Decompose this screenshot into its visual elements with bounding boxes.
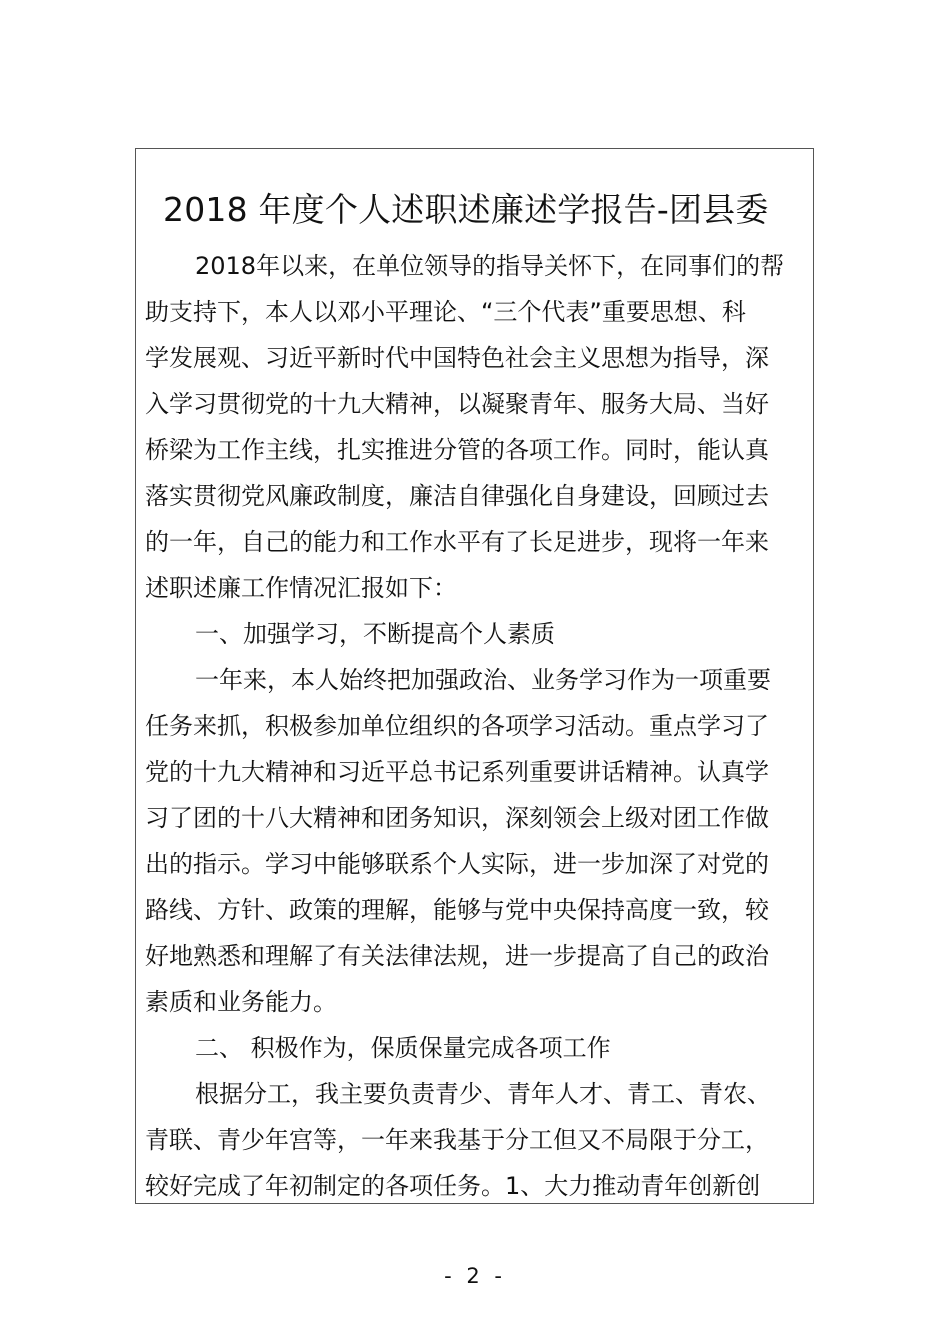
page-number: - 2 - (444, 1264, 506, 1288)
paragraph-line: 任务来抓，积极参加单位组织的各项学习活动。重点学习了 (145, 712, 769, 740)
paragraph-line: 一年来，本人始终把加强政治、业务学习作为一项重要 (195, 666, 771, 694)
paragraph-line: 2018年以来，在单位领导的指导关怀下，在同事们的帮 (195, 252, 785, 280)
paragraph-line: 桥梁为工作主线，扎实推进分管的各项工作。同时，能认真 (145, 436, 769, 464)
paragraph-line: 青联、青少年宫等，一年来我基于分工但又不局限于分工， (145, 1126, 769, 1154)
paragraph-line: 素质和业务能力。 (145, 988, 337, 1016)
paragraph-line: 述职述廉工作情况汇报如下： (145, 574, 457, 602)
paragraph-line: 助支持下，本人以邓小平理论、“三个代表”重要思想、科 (145, 298, 746, 326)
paragraph-line: 落实贯彻党风廉政制度，廉洁自律强化自身建设，回顾过去 (145, 482, 769, 510)
paragraph-line: 党的十九大精神和习近平总书记系列重要讲话精神。认真学 (145, 758, 769, 786)
paragraph-line: 较好完成了年初制定的各项任务。1、大力推动青年创新创 (145, 1172, 761, 1200)
paragraph-line: 出的指示。学习中能够联系个人实际，进一步加深了对党的 (145, 850, 769, 878)
paragraph-line: 路线、方针、政策的理解，能够与党中央保持高度一致，较 (145, 896, 769, 924)
paragraph-line: 好地熟悉和理解了有关法律法规，进一步提高了自己的政治 (145, 942, 769, 970)
paragraph-line: 根据分工，我主要负责青少、青年人才、青工、青农、 (195, 1080, 771, 1108)
paragraph-line: 入学习贯彻党的十九大精神，以凝聚青年、服务大局、当好 (145, 390, 769, 418)
section-heading: 一、加强学习，不断提高个人素质 (195, 620, 555, 648)
paragraph-line: 习了团的十八大精神和团务知识，深刻领会上级对团工作做 (145, 804, 769, 832)
document-title: 2018 年度个人述职述廉述学报告-团县委 (163, 190, 769, 229)
paragraph-line: 学发展观、习近平新时代中国特色社会主义思想为指导，深 (145, 344, 769, 372)
section-heading: 二、 积极作为，保质保量完成各项工作 (195, 1034, 611, 1062)
paragraph-line: 的一年，自己的能力和工作水平有了长足进步，现将一年来 (145, 528, 769, 556)
